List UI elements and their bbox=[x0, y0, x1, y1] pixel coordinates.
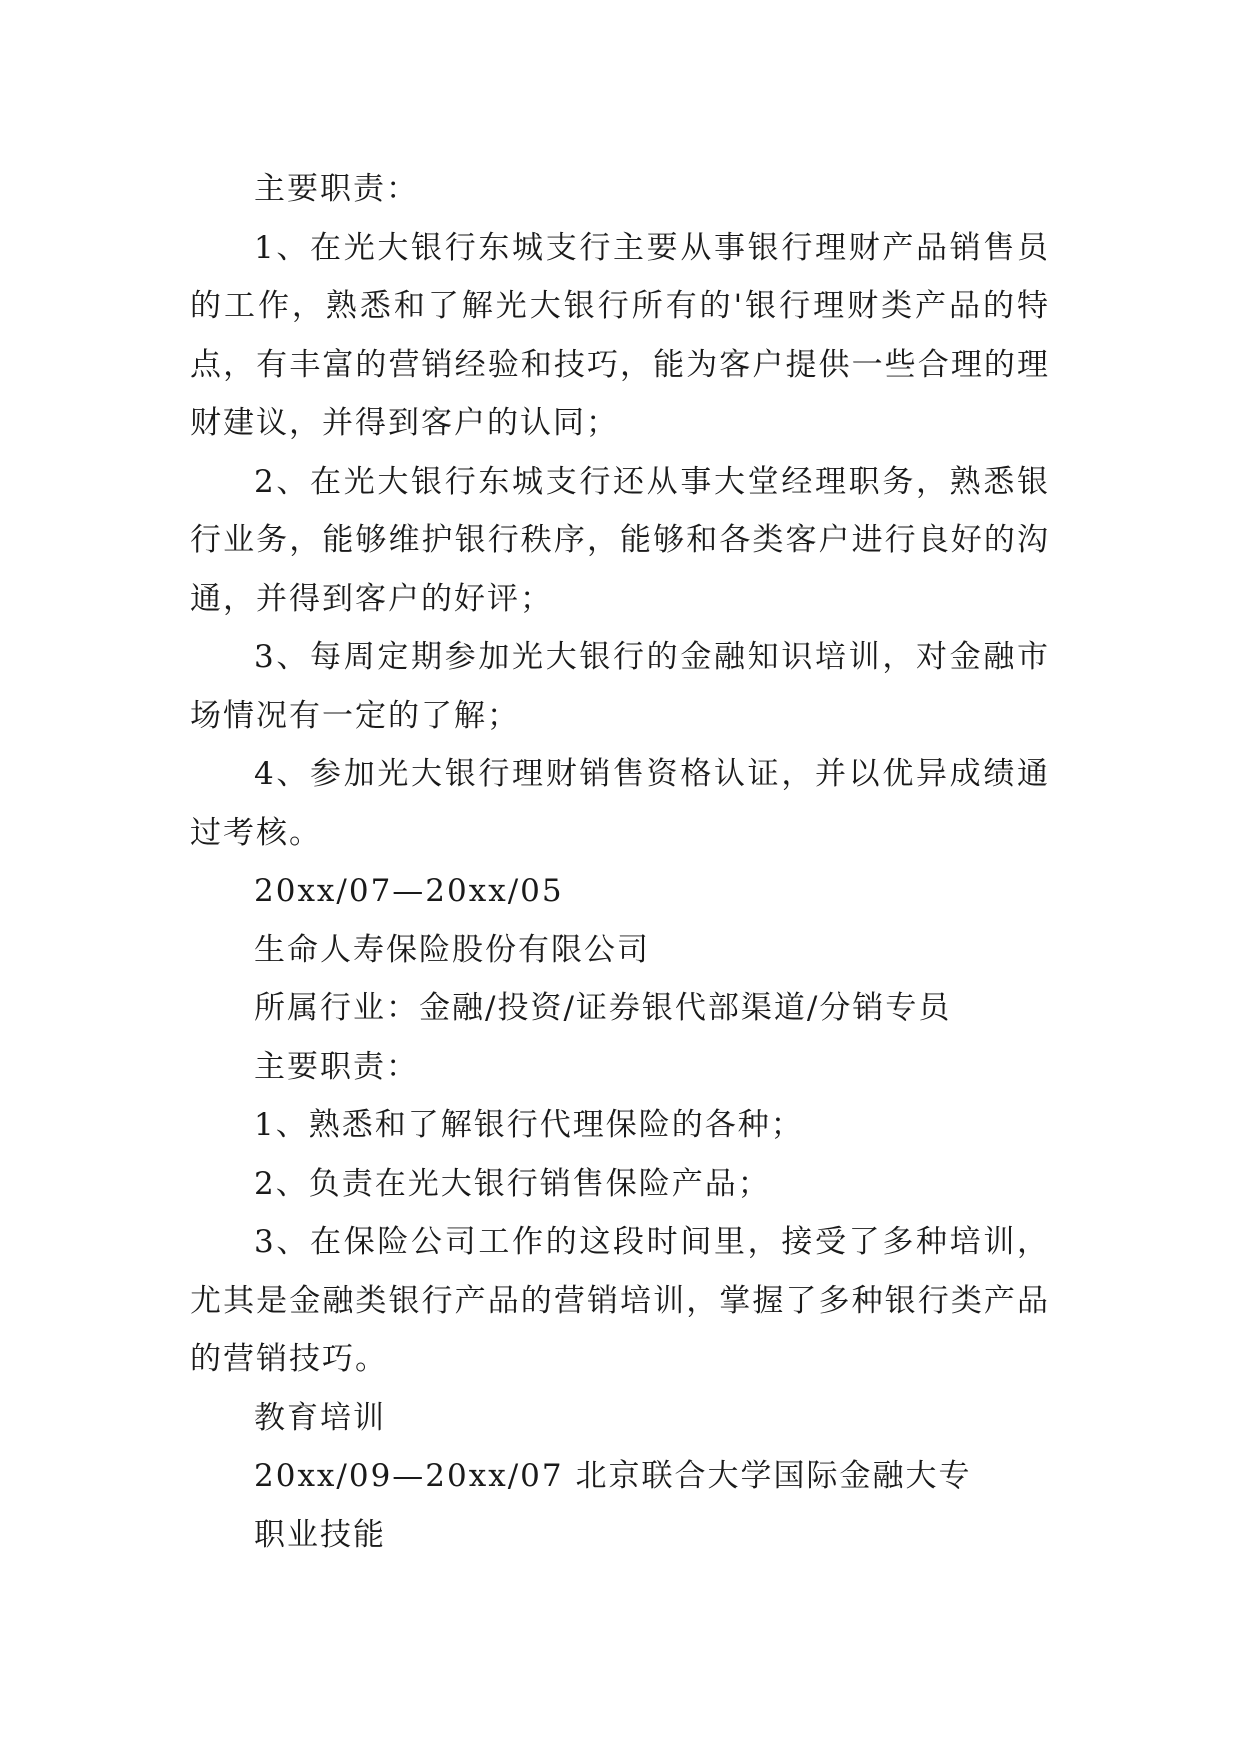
employment-period: 20xx/07—20xx/05 bbox=[254, 873, 564, 909]
document-body bbox=[190, 160, 1050, 1564]
section-heading-duties: 主要职责： bbox=[254, 171, 419, 207]
duty-item-1: 1、在光大银行东城支行主要从事银行理财产品销售员的工作，熟悉和了解光大银行所有的'银行理财类产品的特点，有丰富的营销经验和技巧，能为客户提供一些合理的理财建议，并得到客户的认同； bbox=[190, 229, 1050, 441]
duty-item-2b: 2、负责在光大银行销售保险产品； bbox=[254, 1165, 771, 1202]
duty-item-3: 3、每周定期参加光大银行的金融知识培训，对金融市场情况有一定的了解； bbox=[190, 639, 1050, 734]
duty-item-3b: 3、在保险公司工作的这段时间里，接受了多种培训，尤其是金融类银行产品的营销培训，掌握了多种银行类产品的营销技巧。 bbox=[190, 1224, 1050, 1377]
industry-line: 所属行业：金融/投资/证券银代部渠道/分销专员 bbox=[254, 990, 952, 1026]
section-heading-duties-2: 主要职责： bbox=[254, 1048, 419, 1085]
duty-item-4: 4、参加光大银行理财销售资格认证，并以优异成绩通过考核。 bbox=[190, 756, 1050, 851]
education-entry: 20xx/09—20xx/07 北京联合大学国际金融大专 bbox=[254, 1458, 972, 1494]
company-name: 生命人寿保险股份有限公司 bbox=[254, 931, 650, 968]
section-heading-education: 教育培训 bbox=[254, 1399, 386, 1436]
section-heading-skills: 职业技能 bbox=[254, 1516, 386, 1553]
duty-item-2: 2、在光大银行东城支行还从事大堂经理职务，熟悉银行业务，能够维护银行秩序，能够和各类客户进行良好的沟通，并得到客户的好评； bbox=[190, 463, 1050, 617]
duty-item-1b: 1、熟悉和了解银行代理保险的各种； bbox=[254, 1107, 804, 1143]
